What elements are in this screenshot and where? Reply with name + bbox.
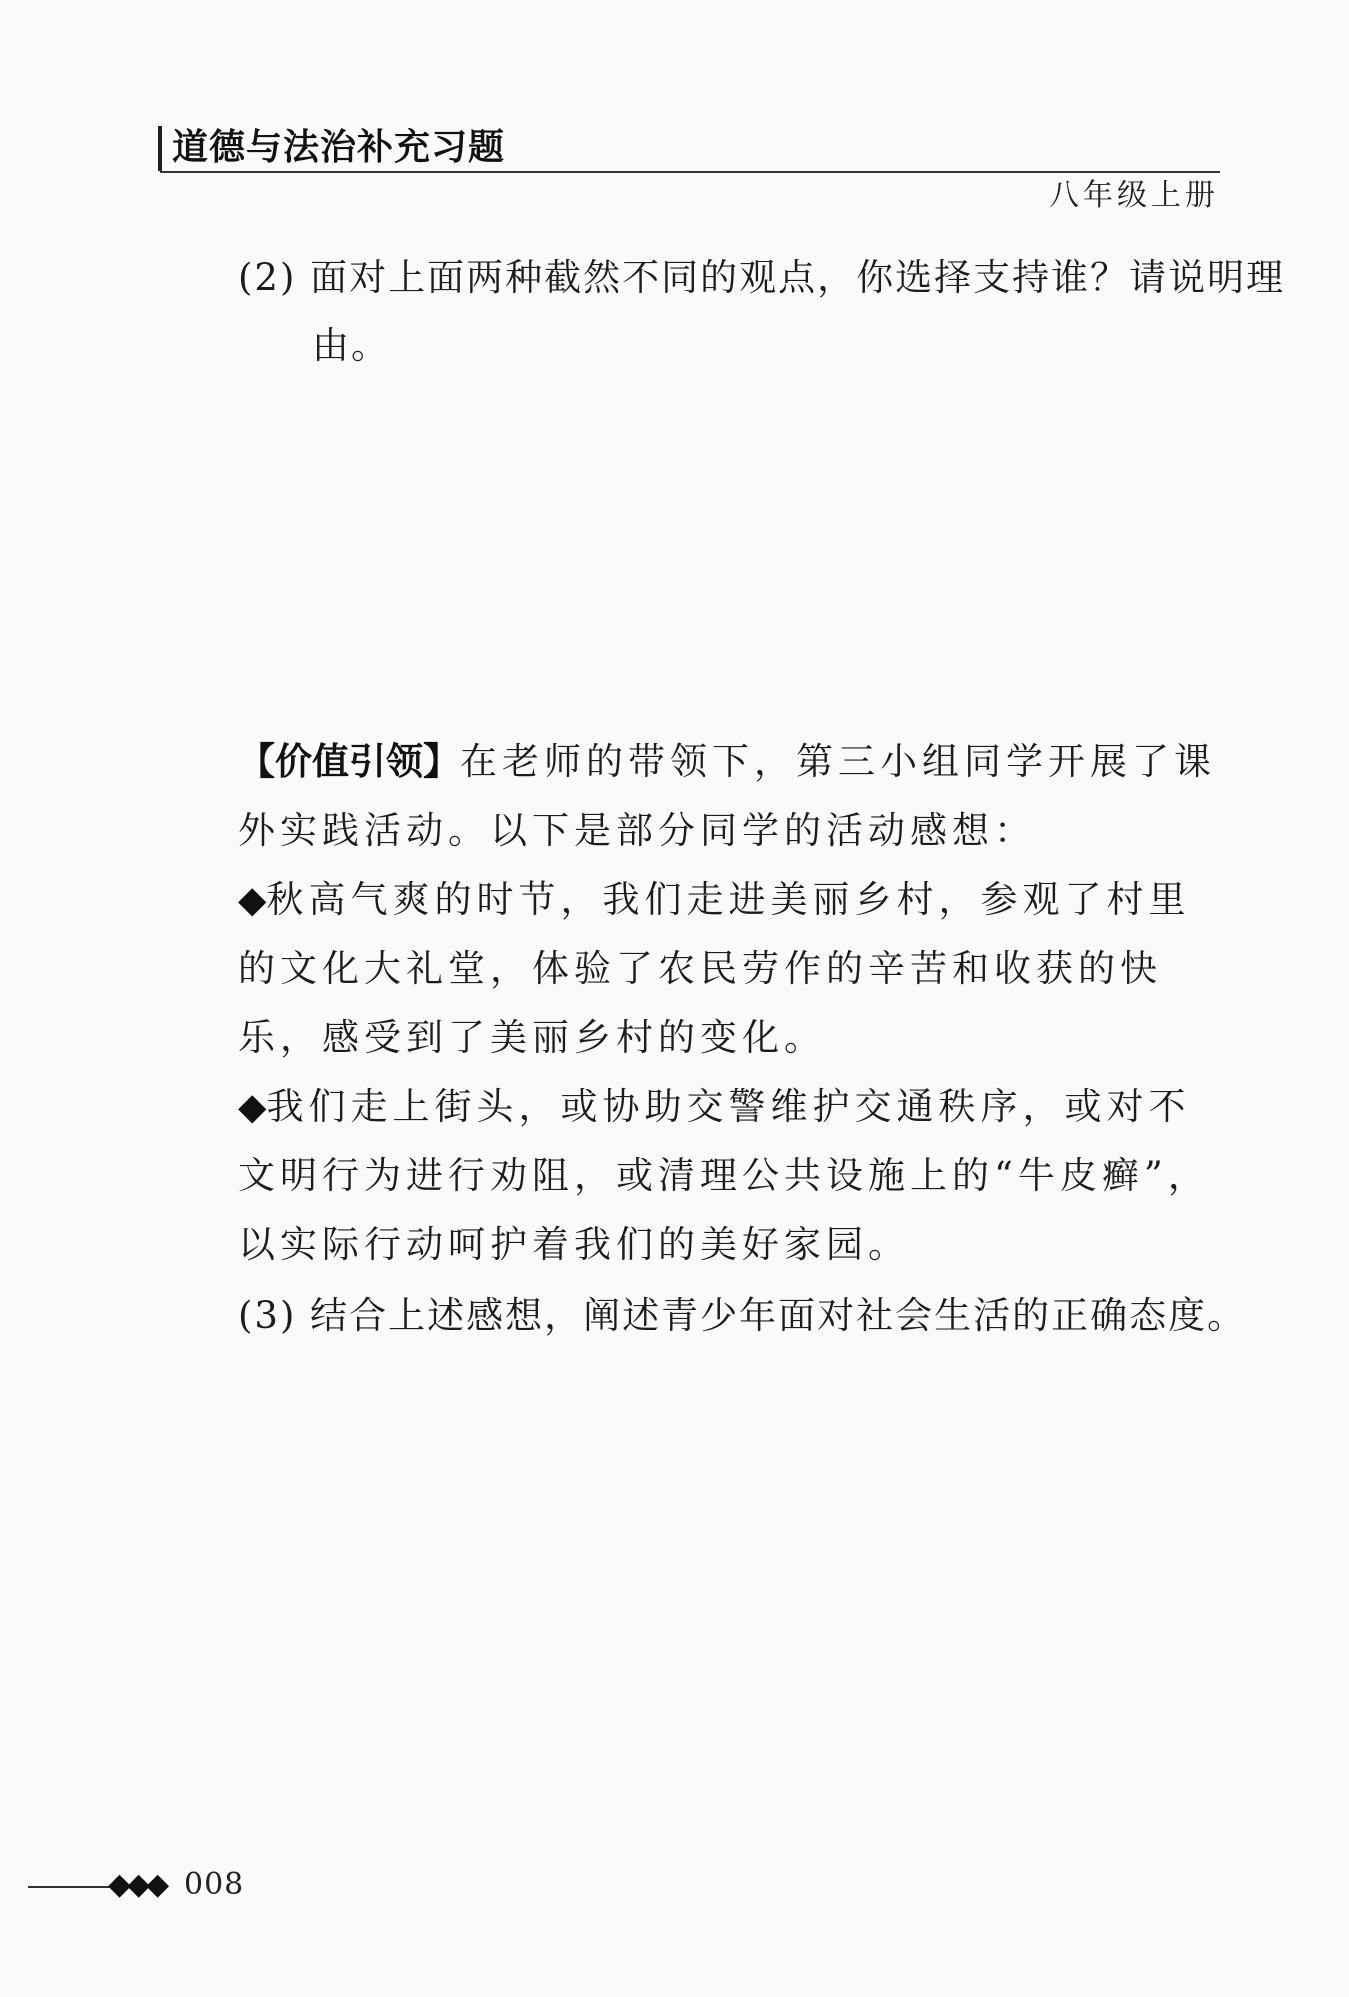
footer-rule (28, 1886, 110, 1888)
question-3: (3) 结合上述感想，阐述青少年面对社会生活的正确态度。 (238, 1294, 1247, 1337)
diamond-bullet-icon: ◆ (238, 878, 267, 921)
value-guide-lead (238, 727, 1218, 865)
value-guide-tag: 【价值引领】 (238, 740, 460, 783)
header-rule (160, 171, 1220, 173)
grade-label: 八年级上册 (1049, 178, 1219, 213)
list-item (238, 865, 1218, 1072)
list-item-text: 秋高气爽的时节，我们走进美丽乡村，参观了村里的文化大礼堂，体验了农民劳作的辛苦和收获的快乐，感受到了美丽乡村的变化。 (238, 878, 1191, 1059)
list-item-text: 我们走上街头，或协助交警维护交通秩序，或对不文明行为进行劝阻，或清理公共设施上的“牛皮癣”，以实际行动呵护着我们的美好家园。 (238, 1085, 1210, 1266)
book-title: 道德与法治补充习题 (172, 127, 506, 168)
question-2: (2) 面对上面两种截然不同的观点，你选择支持谁？请说明理由。 (238, 256, 1286, 367)
diamond-bullet-icon: ◆ (238, 1085, 267, 1128)
list-item (238, 1072, 1218, 1279)
value-guide-lead-text: 在老师的带领下，第三小组同学开展了课外实践活动。以下是部分同学的活动感想： (238, 740, 1216, 852)
header-accent-bar (158, 126, 162, 171)
footer-diamond-icon: ◆◆◆ (108, 1867, 166, 1902)
page-number: 008 (184, 1867, 245, 1902)
